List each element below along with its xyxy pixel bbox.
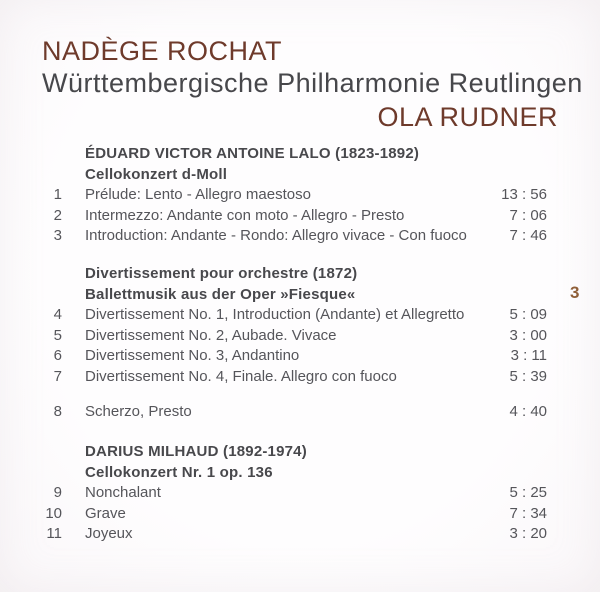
- track-number: 1: [53, 186, 62, 203]
- track-title: Grave: [85, 504, 126, 522]
- track-number: 3: [53, 227, 62, 244]
- track-row: [28, 483, 547, 504]
- artist-name: NADÈGE ROCHAT: [42, 36, 283, 66]
- work-heading: Divertissement pour orchestre (1872): [85, 265, 358, 282]
- track-title: Intermezzo: Andante con moto - Allegro - Presto: [85, 206, 405, 224]
- work-heading: Cellokonzert d-Moll: [85, 165, 228, 183]
- work-subheading: Ballettmusik aus der Oper »Fiesque«: [85, 285, 356, 303]
- track-number: 8: [53, 403, 62, 420]
- track-number: 11: [46, 525, 62, 542]
- track-number: 6: [53, 347, 62, 364]
- track-time: 5 : 39: [509, 367, 547, 385]
- track-time: 4 : 40: [509, 403, 547, 420]
- track-row: [28, 185, 547, 206]
- orchestra-name: Württembergische Philharmonie Reutlingen: [42, 68, 583, 98]
- track-title: Divertissement No. 3, Andantino: [85, 347, 300, 364]
- track-title: Prélude: Lento - Allegro maestoso: [85, 186, 311, 203]
- track-title: Divertissement No. 2, Aubade. Vivace: [85, 326, 337, 344]
- track-time: 7 : 46: [509, 227, 547, 244]
- track-title: Scherzo, Presto: [85, 403, 192, 420]
- track-time: 3 : 20: [509, 525, 547, 542]
- track-row: [28, 524, 547, 545]
- track-time: 5 : 09: [509, 306, 547, 323]
- track-row: [28, 305, 547, 326]
- track-row: [28, 226, 547, 247]
- track-number: 7: [53, 367, 62, 385]
- section-lalo-cellokonzert: [28, 144, 547, 247]
- track-time: 5 : 25: [509, 484, 547, 501]
- track-row: [28, 326, 547, 347]
- track-time: 7 : 06: [509, 206, 547, 224]
- track-number: 10: [45, 504, 62, 522]
- section-divertissement: [28, 264, 547, 387]
- track-time: 3 : 11: [510, 347, 547, 364]
- track-title: Introduction: Andante - Rondo: Allegro vivace - Con fuoco: [85, 227, 467, 244]
- track-title: Nonchalant: [85, 484, 161, 501]
- conductor-name: OLA RUDNER: [377, 102, 558, 132]
- track-number: 4: [53, 306, 62, 323]
- track-number: 5: [53, 326, 62, 344]
- section-milhaud-cellokonzert: [28, 442, 547, 545]
- section-scherzo: [28, 402, 547, 423]
- track-row: [28, 504, 547, 525]
- track-number: 9: [53, 484, 62, 501]
- track-row: [28, 367, 547, 388]
- track-time: 3 : 00: [509, 326, 547, 344]
- composer-heading: DARIUS MILHAUD (1892-1974): [85, 443, 307, 460]
- page-number: 3: [570, 283, 580, 302]
- track-time: 13 : 56: [501, 186, 547, 203]
- track-row: [28, 346, 547, 367]
- track-title: Joyeux: [85, 525, 133, 542]
- track-time: 7 : 34: [509, 504, 547, 522]
- track-title: Divertissement No. 1, Introduction (Andante) et Allegretto: [85, 306, 465, 323]
- composer-heading: ÉDUARD VICTOR ANTOINE LALO (1823-1892): [85, 145, 420, 162]
- track-row: [28, 206, 547, 227]
- track-row: [28, 402, 547, 423]
- track-number: 2: [53, 206, 62, 224]
- work-heading: Cellokonzert Nr. 1 op. 136: [85, 463, 273, 481]
- track-title: Divertissement No. 4, Finale. Allegro con fuoco: [85, 367, 397, 385]
